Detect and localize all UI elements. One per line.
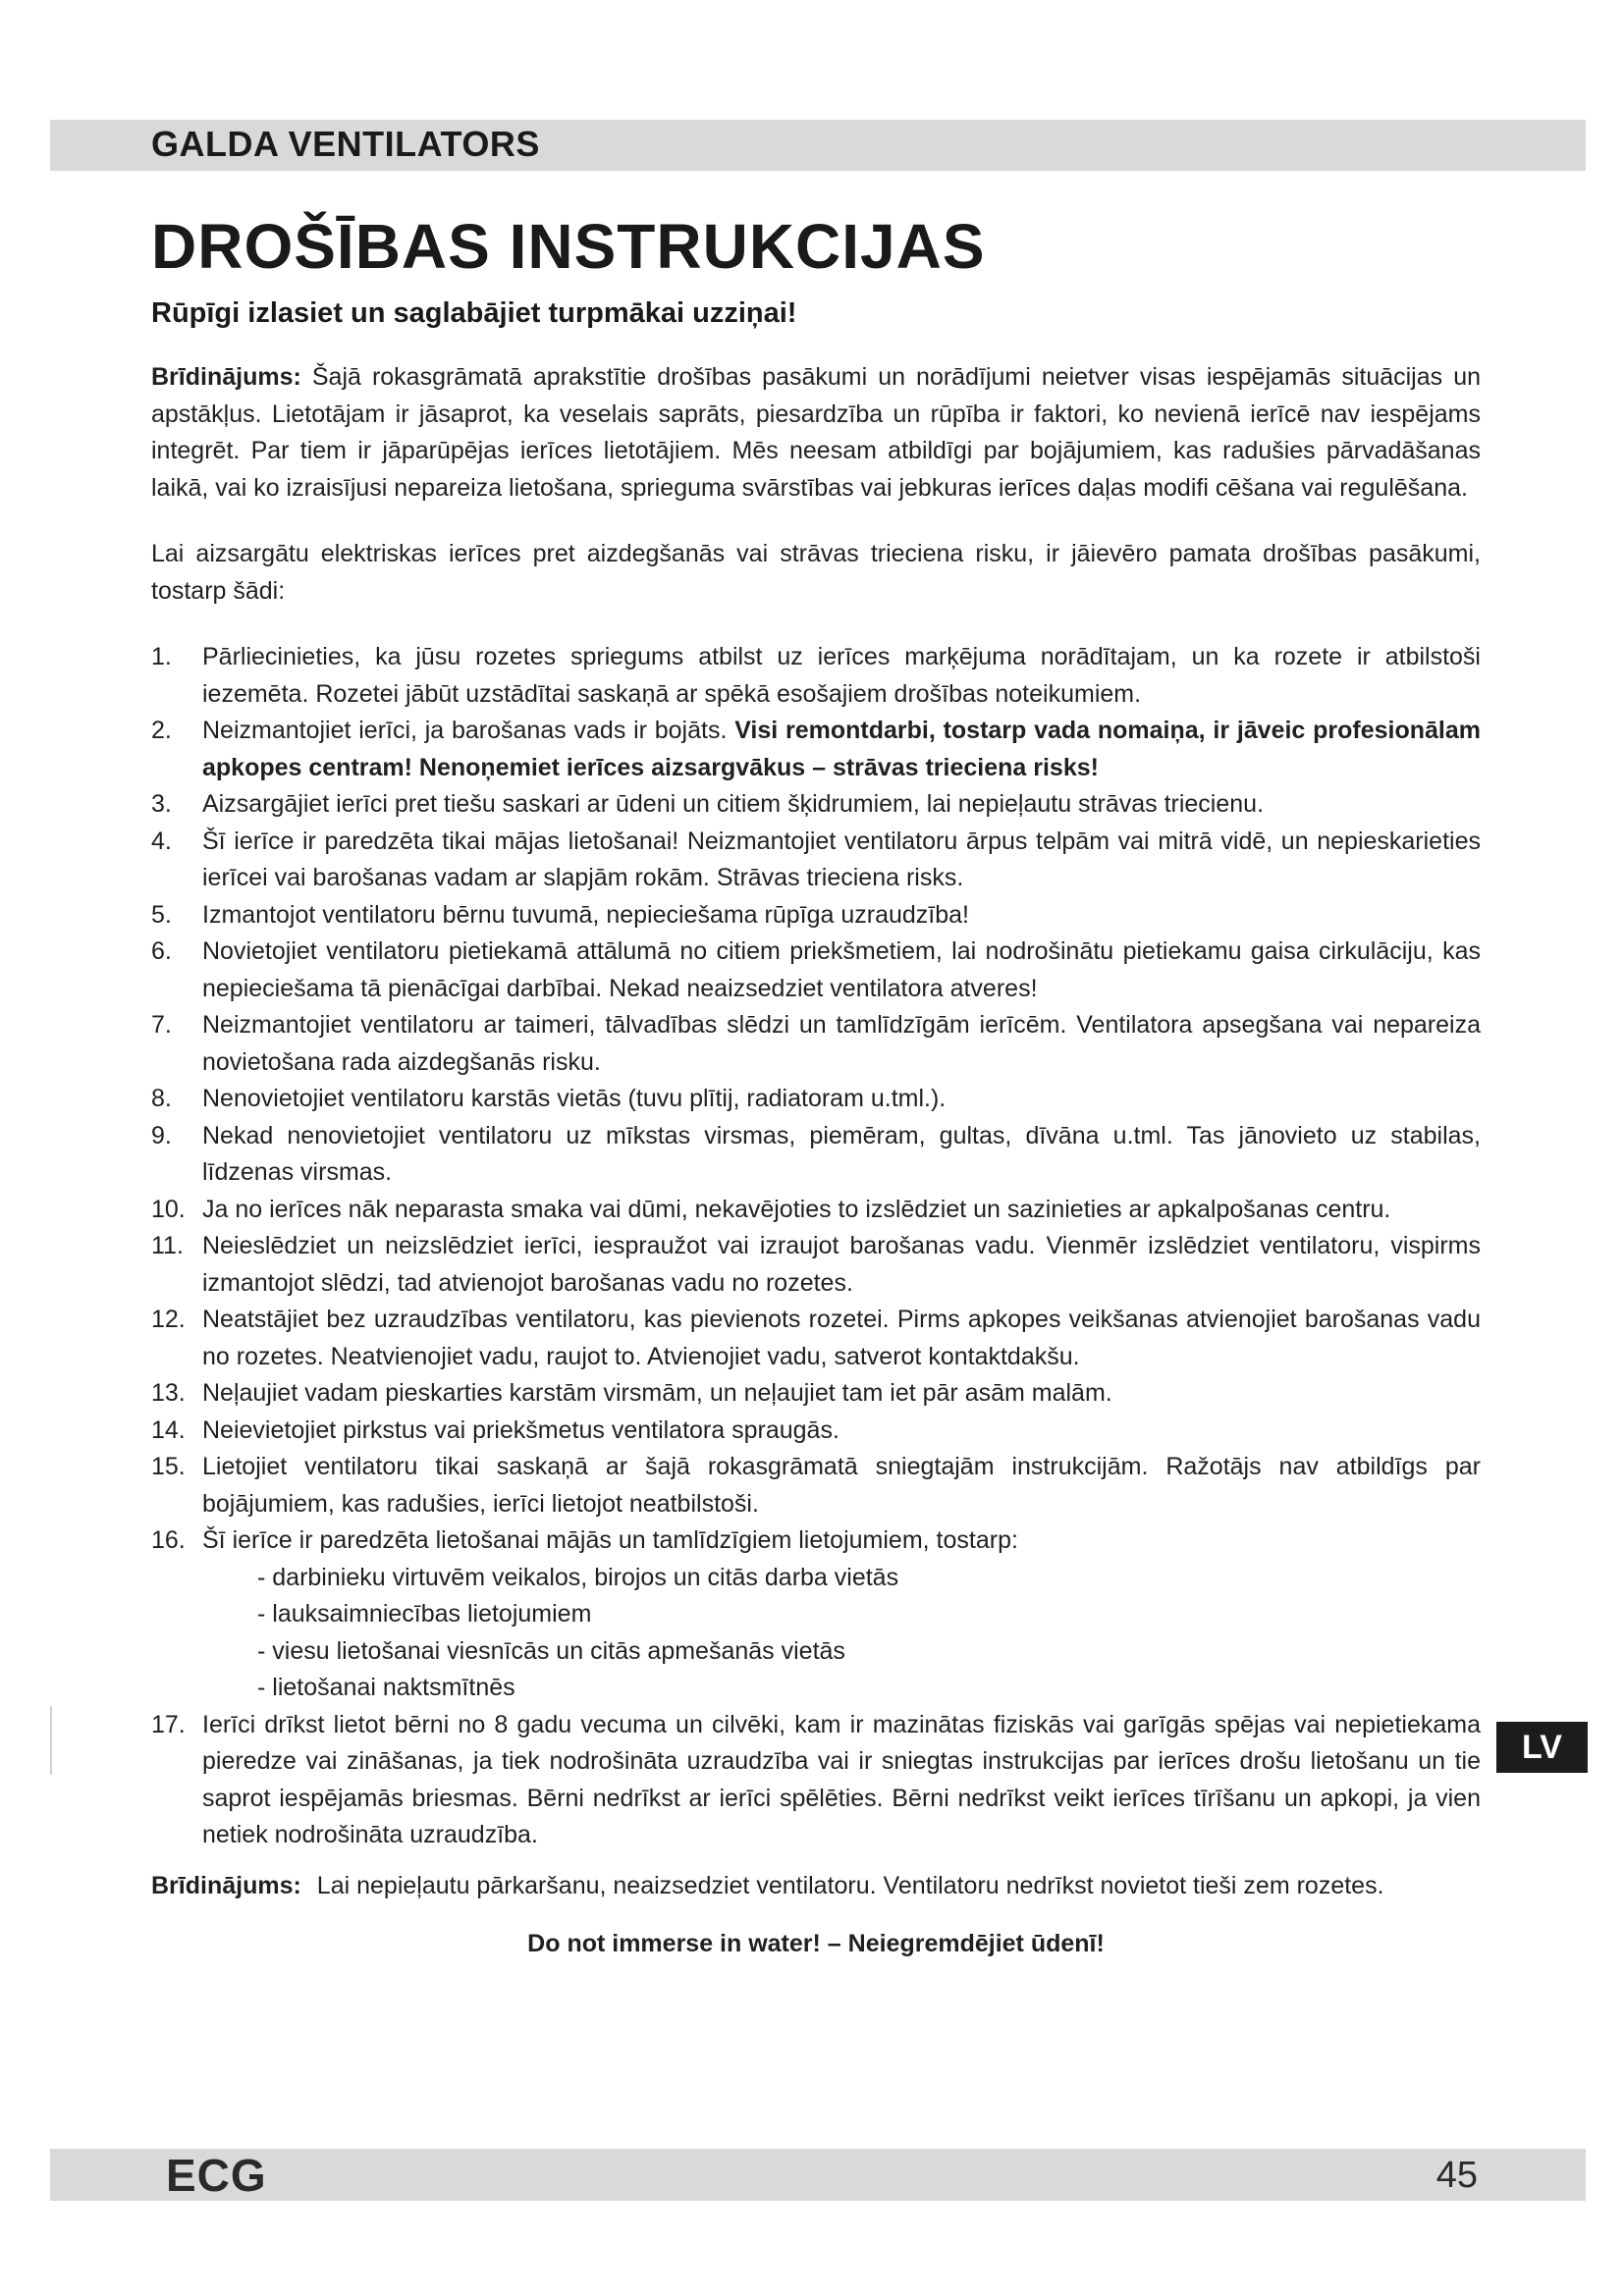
- item-number: 2.: [151, 717, 172, 744]
- item-number: 1.: [151, 643, 172, 670]
- item-text: Pārliecinieties, ka jūsu rozetes spriegums atbilst uz ierīces marķējuma norādītajam, un ka rozete ir atbilstoši iezemēta. Rozetei jābūt uzstādītai saskaņā ar spēkā esošajiem drošības noteikumiem.: [202, 643, 1481, 708]
- warning-intro-text: Šajā rokasgrāmatā aprakstītie drošības pasākumi un norādījumi neietver visas iespējamās situācijas un apstākļus. Lietotājam ir jāsaprot, ka veselais saprāts, piesardzība un rūpība ir faktori, ko nevienā ierīcē nav iespējams integrēt. Par tiem ir jāparūpējas ierīces lietotājiem. Mēs neesam atbildīgi par bojājumiem, kas radušies pārvadāšanas laikā, vai ko izraisījusi nepareiza lietošana, sprieguma svārstības vai jebkuras ierīces daļas modifi cēšana vai regulēšana.: [151, 363, 1481, 502]
- list-item: [151, 713, 1481, 786]
- safety-rules-list: [151, 639, 1481, 1854]
- list-item: [151, 1192, 1481, 1229]
- page-number: 45: [1435, 2155, 1478, 2196]
- list-item: [151, 1007, 1481, 1081]
- item-text: Neieslēdziet un neizslēdziet ierīci, iespraužot vai izraujot barošanas vadu. Vienmēr izslēdziet ventilatoru, vispirms izmantojot slēdzi, tad atvienojot barošanas vadu no rozetes.: [202, 1232, 1481, 1297]
- item-number: 8.: [151, 1085, 172, 1112]
- item-number: 16.: [151, 1526, 186, 1554]
- item-text: Neizmantojiet ventilatoru ar taimeri, tālvadības slēdzi un tamlīdzīgām ierīcēm. Ventilatora apsegšana vai nepareiza novietošana rada aizdegšanās risku.: [202, 1011, 1481, 1076]
- warning-intro: [151, 359, 1481, 507]
- item-text: Neatstājiet bez uzraudzības ventilatoru, kas pievienots rozetei. Pirms apkopes veikšanas atvienojiet barošanas vadu no rozetes. Neatvienojiet vadu, raujot to. Atvienojiet vadu, satverot kontaktdakšu.: [202, 1306, 1481, 1370]
- item-text: Ierīci drīkst lietot bērni no 8 gadu vecuma un cilvēki, kam ir mazinātas fiziskās vai garīgās spējas vai nepietiekama pieredze vai zināšanas, ja tiek nodrošināta uzraudzība vai ir sniegtas instrukcijas par ierīces drošu lietošanu un tie saprot iespējamās briesmas. Bērni nedrīkst ar ierīci spēlēties. Bērni nedrīkst veikt ierīces tīrīšanu un apkopi, ja vien netiek nodrošināta uzraudzība.: [202, 1710, 1481, 1848]
- item-number: 5.: [151, 900, 172, 929]
- list-item: [151, 824, 1481, 897]
- item-text: Izmantojot ventilatoru bērnu tuvumā, nepieciešama rūpīga uzraudzība!: [202, 900, 970, 929]
- sub-list-item: - lietošanai naktsmītnēs: [257, 1674, 515, 1701]
- warning-final: [151, 1868, 1481, 1905]
- list-item: [151, 1118, 1481, 1192]
- intro-paragraph: Lai aizsargātu elektriskas ierīces pret aizdegšanās vai strāvas trieciena risku, ir jāievēro pamata drošības pasākumi, tostarp šādi:: [151, 540, 1481, 605]
- item-text: Nenovietojiet ventilatoru karstās vietās (tuvu plītij, radiatoram u.tml.).: [202, 1085, 947, 1112]
- item-number: 4.: [151, 827, 172, 855]
- item-number: 17.: [151, 1710, 186, 1738]
- list-item: [151, 1228, 1481, 1302]
- item-text: Nekad nenovietojiet ventilatoru uz mīkstas virsmas, piemēram, gultas, dīvāna u.tml. Tas jānovieto uz stabilas, līdzenas virsmas.: [202, 1121, 1481, 1186]
- item-number: 14.: [151, 1415, 186, 1444]
- list-item: [151, 897, 1481, 934]
- item-number: 3.: [151, 790, 172, 818]
- item-number: 9.: [151, 1121, 172, 1149]
- item-text: Aizsargājiet ierīci pret tiešu saskari ar ūdeni un citiem šķidrumiem, lai nepieļautu strāvas triecienu.: [202, 790, 1265, 818]
- list-item: [151, 639, 1481, 713]
- list-item: [151, 1375, 1481, 1413]
- language-tab: LV: [1496, 1722, 1588, 1773]
- list-item: [151, 1081, 1481, 1118]
- item-text: Neļaujiet vadam pieskarties karstām virsmām, un neļaujiet tam iet pār asām malām.: [202, 1379, 1112, 1407]
- item-number: 10.: [151, 1195, 186, 1223]
- item-text: Ja no ierīces nāk neparasta smaka vai dūmi, nekavējoties to izslēdziet un sazinieties ar apkalpošanas centru.: [202, 1195, 1391, 1223]
- list-item: [151, 934, 1481, 1007]
- warning-intro-label: Brīdinājums:: [151, 363, 301, 391]
- item-text: Šī ierīce ir paredzēta lietošanai mājās un tamlīdzīgiem lietojumiem, tostarp:: [202, 1526, 1018, 1554]
- item-number: 12.: [151, 1306, 186, 1333]
- sub-list-item: - darbinieku virtuvēm veikalos, birojos un citās darba vietās: [257, 1563, 899, 1591]
- usage-sublist: [202, 1560, 1481, 1707]
- margin-divider: [50, 1706, 52, 1775]
- item-text: Novietojiet ventilatoru pietiekamā attālumā no citiem priekšmetiem, lai nodrošinātu pietiekamu gaisa cirkulāciju, kas nepieciešama tā pienācīgai darbībai. Nekad neaizsedziet ventilatora atveres!: [202, 937, 1481, 1002]
- item-text: Neizmantojiet ierīci, ja barošanas vads ir bojāts.: [202, 717, 728, 744]
- item-text: Šī ierīce ir paredzēta tikai mājas lietošanai! Neizmantojiet ventilatoru ārpus telpām vai mitrā vidē, un nepieskarieties ierīcei vai barošanas vadam ar slapjām rokām. Strāvas trieciena risks.: [202, 827, 1481, 891]
- item-bold-text: Visi remontdarbi, tostarp vada nomaiņa, ir jāveic profesionālam apkopes centram! Nenoņemiet ierīces aizsargvākus – strāvas trieciena risks!: [202, 717, 1481, 781]
- list-item: [151, 1707, 1481, 1854]
- list-item: [151, 1449, 1481, 1522]
- sub-list-item: - lauksaimniecības lietojumiem: [257, 1600, 592, 1628]
- page-subtitle: Rūpīgi izlasiet un saglabājiet turpmākai uzziņai!: [151, 297, 797, 329]
- sub-list-item: - viesu lietošanai viesnīcās un citās apmešanās vietās: [257, 1636, 845, 1665]
- item-number: 7.: [151, 1011, 172, 1039]
- list-item: [151, 1522, 1481, 1707]
- list-item: [151, 786, 1481, 824]
- page-title: DROŠĪBAS INSTRUKCIJAS: [151, 211, 986, 282]
- item-text: Neievietojiet pirkstus vai priekšmetus ventilatora spraugās.: [202, 1415, 839, 1444]
- brand-logo: ECG: [166, 2150, 267, 2201]
- item-number: 15.: [151, 1453, 186, 1480]
- section-header: GALDA VENTILATORS: [151, 124, 540, 164]
- item-text: Lietojiet ventilatoru tikai saskaņā ar šajā rokasgrāmatā sniegtajām instrukcijām. Ražotājs nav atbildīgs par bojājumiem, kas radušies, ierīci lietojot neatbilstoši.: [202, 1453, 1481, 1518]
- item-number: 13.: [151, 1379, 186, 1407]
- list-item: [151, 1302, 1481, 1375]
- list-item: [151, 1413, 1481, 1450]
- item-number: 11.: [151, 1232, 184, 1259]
- footer-band: [50, 2149, 1586, 2201]
- item-number: 6.: [151, 937, 172, 965]
- document-body: [151, 359, 1481, 1963]
- header-band: [50, 120, 1586, 171]
- warning-final-label: Brīdinājums:: [151, 1871, 301, 1899]
- warning-final-text: Lai nepieļautu pārkaršanu, neaizsedziet ventilatoru. Ventilatoru nedrīkst novietot tieši zem rozetes.: [316, 1871, 1384, 1899]
- closing-notice: Do not immerse in water! – Neiegremdējiet ūdenī!: [527, 1930, 1105, 1957]
